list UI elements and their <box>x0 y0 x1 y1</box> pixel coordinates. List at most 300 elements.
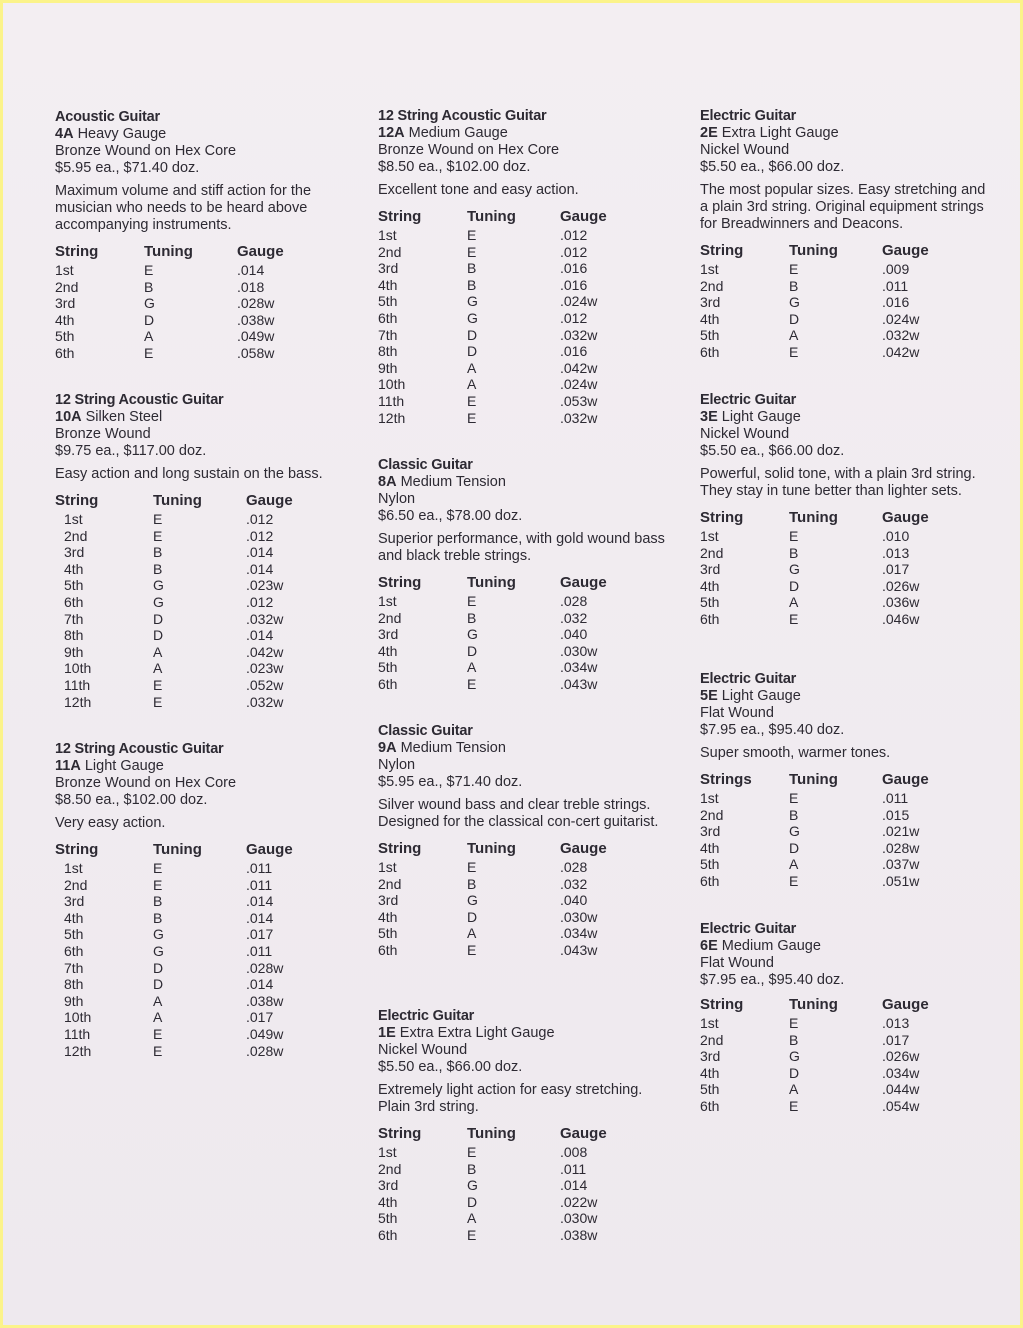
gauge-value: .017 <box>882 1031 910 1048</box>
table-row <box>378 610 650 627</box>
table-row <box>700 528 972 545</box>
product-model <box>378 1025 678 1042</box>
description-spacer <box>700 988 990 996</box>
product-model <box>700 938 990 955</box>
product-material: Bronze Wound on Hex Core <box>55 143 237 159</box>
string-number: 3rd <box>378 260 399 277</box>
product-price: $5.50 ea., $66.00 doz. <box>700 158 845 175</box>
model-code: 2E <box>700 125 718 141</box>
header-string: Strings <box>700 771 752 789</box>
gauge-value: .011 <box>882 790 909 806</box>
tuning-note: B <box>789 277 799 294</box>
string-number: 3rd <box>64 544 85 561</box>
header-string: String <box>700 242 744 260</box>
product-material: Bronze Wound on Hex Core <box>55 775 237 791</box>
string-number: 1st <box>378 227 397 243</box>
table-row <box>55 594 336 611</box>
model-name: Medium Gauge <box>721 938 821 954</box>
table-row <box>378 925 650 942</box>
gauge-value: .012 <box>560 227 588 243</box>
string-number: 11th <box>64 676 91 693</box>
table-head <box>700 242 972 261</box>
gauge-value: .016 <box>560 343 588 360</box>
table-row <box>55 1043 336 1060</box>
product-price: $9.75 ea., $117.00 doz. <box>55 442 207 459</box>
tuning-note: D <box>789 310 800 327</box>
table-row <box>55 1009 336 1026</box>
string-number: 5th <box>700 1081 720 1098</box>
gauge-value: .046w <box>882 610 920 627</box>
string-number: 4th <box>64 560 84 577</box>
table-row <box>55 561 336 578</box>
model-name: Medium Tension <box>400 474 506 490</box>
table-row <box>700 344 972 361</box>
product-price: $5.95 ea., $71.40 doz. <box>55 159 200 176</box>
header-tuning: Tuning <box>789 242 838 260</box>
product-description: Silver wound bass and clear treble strings. Designed for the classical con-cert guitarist. <box>378 797 659 830</box>
tuning-note: G <box>789 1048 800 1065</box>
string-number: 6th <box>700 343 720 360</box>
gauge-value: .017 <box>882 561 910 578</box>
table-row <box>378 859 650 876</box>
string-number: 5th <box>64 577 84 594</box>
table-body <box>378 1144 650 1244</box>
gauge-value: .012 <box>246 527 274 544</box>
product-block <box>55 391 355 710</box>
gauge-value: .032 <box>560 609 588 626</box>
table-row <box>700 594 972 611</box>
header-gauge: Gauge <box>246 841 293 859</box>
table-row <box>378 1177 650 1194</box>
tuning-note: G <box>467 1177 478 1194</box>
gauge-value: .028w <box>246 1042 284 1059</box>
table-row <box>378 244 650 261</box>
table-row <box>700 790 972 807</box>
header-gauge: Gauge <box>560 1125 607 1143</box>
tuning-note: B <box>789 1031 799 1048</box>
string-number: 5th <box>64 926 84 943</box>
product-price: $5.95 ea., $71.40 doz. <box>378 773 523 790</box>
table-row <box>378 876 650 893</box>
header-tuning: Tuning <box>789 771 838 789</box>
string-number: 8th <box>64 976 84 993</box>
tuning-note: G <box>153 942 164 959</box>
tuning-note: E <box>153 511 163 527</box>
tuning-note: B <box>144 278 154 295</box>
product-title: Electric Guitar <box>700 671 797 687</box>
model-name: Medium Gauge <box>408 125 508 141</box>
gauge-value: .017 <box>246 926 274 943</box>
header-string: String <box>378 1125 422 1143</box>
string-number: 7th <box>64 959 84 976</box>
tuning-note: G <box>789 294 800 311</box>
table-row <box>55 960 336 977</box>
model-name: Light Gauge <box>84 758 164 774</box>
string-number: 7th <box>64 610 84 627</box>
string-gauge-table <box>378 574 650 693</box>
tuning-note: E <box>789 1015 799 1031</box>
table-body <box>378 227 650 426</box>
tuning-note: A <box>789 594 799 611</box>
header-string: String <box>700 996 744 1014</box>
gauge-value: .042w <box>246 643 284 660</box>
string-number: 6th <box>378 309 398 326</box>
table-row <box>378 277 650 294</box>
string-number: 1st <box>700 261 719 277</box>
table-head <box>378 574 650 593</box>
model-code: 9A <box>378 740 397 756</box>
table-row <box>378 1227 650 1244</box>
gauge-value: .014 <box>560 1177 588 1194</box>
table-row <box>55 910 336 927</box>
header-tuning: Tuning <box>144 243 193 261</box>
gauge-value: .038w <box>246 992 284 1009</box>
table-row <box>378 393 650 410</box>
string-number: 11th <box>378 392 405 409</box>
tuning-note: G <box>789 823 800 840</box>
string-number: 12th <box>378 409 406 426</box>
string-number: 2nd <box>378 875 402 892</box>
tuning-note: B <box>467 276 477 293</box>
gauge-value: .023w <box>246 660 284 677</box>
gauge-value: .017 <box>246 1009 274 1026</box>
string-number: 10th <box>64 1009 92 1026</box>
product-description: Powerful, solid tone, with a plain 3rd string. They stay in tune better than lighter sets. <box>700 466 976 499</box>
table-row <box>700 1081 972 1098</box>
product-block <box>378 456 678 693</box>
header-gauge: Gauge <box>246 492 293 510</box>
tuning-note: E <box>144 344 154 361</box>
tuning-note: E <box>789 610 799 627</box>
tuning-note: A <box>153 643 163 660</box>
product-material: Nickel Wound <box>700 142 790 158</box>
header-tuning: Tuning <box>467 1125 516 1143</box>
table-head <box>55 243 327 262</box>
table-row <box>378 260 650 277</box>
header-string: String <box>55 492 99 510</box>
gauge-value: .024w <box>560 376 598 393</box>
table-head <box>378 1125 650 1144</box>
model-name: Silken Steel <box>85 409 163 425</box>
gauge-value: .011 <box>882 277 909 294</box>
product-price: $7.95 ea., $95.40 doz. <box>700 721 845 738</box>
product-title: Electric Guitar <box>700 921 797 937</box>
product-model <box>378 740 678 757</box>
gauge-value: .034w <box>560 925 598 942</box>
product-material: Bronze Wound <box>55 426 151 442</box>
tuning-note: E <box>789 790 799 806</box>
table-row <box>55 328 327 345</box>
table-row <box>55 295 327 312</box>
tuning-note: B <box>153 909 163 926</box>
gauge-value: .014 <box>246 627 274 644</box>
table-row <box>55 577 336 594</box>
table-body <box>55 511 336 710</box>
table-row <box>55 312 327 329</box>
tuning-note: B <box>467 609 477 626</box>
string-number: 6th <box>700 872 720 889</box>
table-head <box>55 492 336 511</box>
table-row <box>378 293 650 310</box>
table-row <box>55 511 336 528</box>
header-gauge: Gauge <box>882 242 929 260</box>
tuning-note: B <box>467 1160 477 1177</box>
gauge-value: .051w <box>882 872 920 889</box>
header-string: String <box>378 208 422 226</box>
tuning-note: E <box>467 1226 477 1243</box>
product-price: $5.50 ea., $66.00 doz. <box>378 1058 523 1075</box>
string-gauge-table <box>378 208 650 426</box>
product-title: Electric Guitar <box>378 1008 475 1024</box>
string-number: 2nd <box>700 1031 724 1048</box>
product-description: Superior performance, with gold wound bass and black treble strings. <box>378 531 665 564</box>
gauge-value: .032w <box>246 693 284 710</box>
product-description: Easy action and long sustain on the bass. <box>55 466 323 482</box>
table-head <box>378 840 650 859</box>
table-row <box>55 660 336 677</box>
gauge-value: .030w <box>560 642 598 659</box>
table-row <box>700 840 972 857</box>
table-row <box>378 942 650 959</box>
product-price: $8.50 ea., $102.00 doz. <box>55 791 208 808</box>
string-number: 2nd <box>378 609 402 626</box>
tuning-note: G <box>153 926 164 943</box>
gauge-value: .028w <box>882 839 920 856</box>
string-number: 11th <box>64 1025 91 1042</box>
table-row <box>700 856 972 873</box>
tuning-note: E <box>467 675 477 692</box>
header-row <box>55 492 336 511</box>
string-number: 6th <box>378 941 398 958</box>
product-material: Bronze Wound on Hex Core <box>378 142 560 158</box>
string-number: 6th <box>378 675 398 692</box>
header-tuning: Tuning <box>789 509 838 527</box>
model-name: Light Gauge <box>721 409 801 425</box>
gauge-value: .034w <box>560 659 598 676</box>
tuning-note: E <box>467 1144 477 1160</box>
tuning-note: D <box>467 908 478 925</box>
string-number: 9th <box>64 643 84 660</box>
table-head <box>55 841 336 860</box>
table-body <box>378 859 650 959</box>
string-gauge-table <box>700 242 972 361</box>
string-number: 3rd <box>55 295 76 312</box>
string-number: 2nd <box>700 806 724 823</box>
table-body <box>378 593 650 693</box>
string-number: 1st <box>700 1015 719 1031</box>
product-model <box>700 125 990 142</box>
table-row <box>378 909 650 926</box>
tuning-note: G <box>467 309 478 326</box>
table-body <box>700 261 972 361</box>
tuning-note: B <box>153 544 163 561</box>
product-block <box>700 107 990 361</box>
gauge-value: .032 <box>560 875 588 892</box>
table-row <box>55 694 336 711</box>
string-number: 3rd <box>64 893 85 910</box>
table-body <box>55 860 336 1059</box>
tuning-note: E <box>153 1042 163 1059</box>
gauge-value: .015 <box>882 806 910 823</box>
table-row <box>378 643 650 660</box>
gauge-value: .032w <box>560 409 598 426</box>
tuning-note: E <box>467 593 477 609</box>
string-number: 5th <box>700 327 720 344</box>
string-number: 5th <box>378 659 398 676</box>
header-gauge: Gauge <box>560 840 607 858</box>
tuning-note: E <box>789 261 799 277</box>
tuning-note: D <box>467 326 478 343</box>
product-title: 12 String Acoustic Guitar <box>378 108 547 124</box>
tuning-note: A <box>467 925 477 942</box>
header-row <box>378 574 650 593</box>
gauge-value: .011 <box>246 860 273 876</box>
product-block <box>55 740 355 1059</box>
gauge-value: .038w <box>237 311 275 328</box>
tuning-note: A <box>153 1009 163 1026</box>
gauge-value: .030w <box>560 1210 598 1227</box>
product-block <box>700 670 990 890</box>
string-number: 5th <box>378 1210 398 1227</box>
header-gauge: Gauge <box>560 574 607 592</box>
tuning-note: E <box>153 676 163 693</box>
table-row <box>55 279 327 296</box>
tuning-note: E <box>153 527 163 544</box>
string-number: 5th <box>55 328 75 345</box>
string-number: 5th <box>378 925 398 942</box>
table-row <box>55 611 336 628</box>
product-block <box>378 1007 678 1244</box>
model-code: 10A <box>55 409 82 425</box>
string-number: 6th <box>378 1226 398 1243</box>
header-row <box>378 1125 650 1144</box>
header-row <box>55 841 336 860</box>
tuning-note: D <box>153 627 164 644</box>
tuning-note: G <box>153 577 164 594</box>
model-name: Light Gauge <box>721 688 801 704</box>
tuning-note: D <box>789 1064 800 1081</box>
tuning-note: G <box>467 626 478 643</box>
product-material: Nylon <box>378 491 416 507</box>
string-number: 7th <box>378 326 398 343</box>
gauge-value: .013 <box>882 1015 910 1031</box>
header-string: String <box>55 841 99 859</box>
gauge-value: .043w <box>560 675 598 692</box>
tuning-note: E <box>153 860 163 876</box>
gauge-value: .028w <box>246 959 284 976</box>
table-row <box>378 376 650 393</box>
gauge-value: .014 <box>246 560 274 577</box>
gauge-value: .012 <box>246 593 274 610</box>
string-number: 1st <box>378 859 397 875</box>
header-tuning: Tuning <box>789 996 838 1014</box>
string-gauge-table <box>378 840 650 959</box>
tuning-note: E <box>467 409 477 426</box>
gauge-value: .030w <box>560 908 598 925</box>
header-string: String <box>378 840 422 858</box>
product-title: Classic Guitar <box>378 457 473 473</box>
gauge-value: .028 <box>560 593 588 609</box>
gauge-value: .040 <box>560 892 588 909</box>
string-number: 2nd <box>378 243 402 260</box>
table-row <box>700 327 972 344</box>
product-model <box>700 409 990 426</box>
tuning-note: D <box>789 839 800 856</box>
gauge-value: .012 <box>246 511 274 527</box>
product-block <box>700 920 990 1115</box>
tuning-note: E <box>789 872 799 889</box>
gauge-value: .053w <box>560 392 598 409</box>
gauge-value: .040 <box>560 626 588 643</box>
gauge-value: .049w <box>237 328 275 345</box>
string-number: 2nd <box>55 278 79 295</box>
table-row <box>55 677 336 694</box>
gauge-value: .028 <box>560 859 588 875</box>
gauge-value: .036w <box>882 594 920 611</box>
gauge-value: .038w <box>560 1226 598 1243</box>
string-number: 2nd <box>378 1160 402 1177</box>
string-number: 4th <box>378 1193 398 1210</box>
table-row <box>55 627 336 644</box>
tuning-note: E <box>467 243 477 260</box>
string-number: 1st <box>378 1144 397 1160</box>
gauge-value: .011 <box>560 1160 587 1177</box>
product-price: $8.50 ea., $102.00 doz. <box>378 158 531 175</box>
table-row <box>378 310 650 327</box>
gauge-value: .018 <box>237 278 265 295</box>
string-number: 9th <box>378 359 398 376</box>
table-row <box>378 626 650 643</box>
product-price: $6.50 ea., $78.00 doz. <box>378 507 523 524</box>
gauge-value: .016 <box>560 276 588 293</box>
table-row <box>700 807 972 824</box>
table-row <box>378 1161 650 1178</box>
string-number: 5th <box>378 293 398 310</box>
gauge-value: .028w <box>237 295 275 312</box>
string-number: 4th <box>378 908 398 925</box>
gauge-value: .011 <box>246 942 273 959</box>
table-row <box>55 893 336 910</box>
product-description: Maximum volume and stiff action for the musician who needs to be heard above accompanying instruments. <box>55 183 312 233</box>
product-price: $5.50 ea., $66.00 doz. <box>700 442 845 459</box>
model-name: Medium Tension <box>400 740 506 756</box>
header-row <box>378 840 650 859</box>
tuning-note: A <box>789 327 799 344</box>
product-description: Very easy action. <box>55 815 166 831</box>
gauge-value: .014 <box>246 976 274 993</box>
string-number: 1st <box>700 528 719 544</box>
gauge-value: .014 <box>246 909 274 926</box>
tuning-note: A <box>153 992 163 1009</box>
string-number: 3rd <box>700 294 721 311</box>
string-number: 4th <box>700 310 720 327</box>
product-title: Acoustic Guitar <box>55 109 160 125</box>
table-row <box>55 528 336 545</box>
string-number: 4th <box>64 909 84 926</box>
header-tuning: Tuning <box>153 492 202 510</box>
tuning-note: A <box>467 659 477 676</box>
header-tuning: Tuning <box>467 840 516 858</box>
string-gauge-table <box>55 841 336 1059</box>
string-number: 2nd <box>700 544 724 561</box>
table-head <box>700 996 972 1015</box>
string-number: 1st <box>64 511 83 527</box>
table-body <box>700 1015 972 1115</box>
tuning-note: D <box>789 577 800 594</box>
gauge-value: .042w <box>882 343 920 360</box>
table-row <box>700 1048 972 1065</box>
string-number: 8th <box>64 627 84 644</box>
